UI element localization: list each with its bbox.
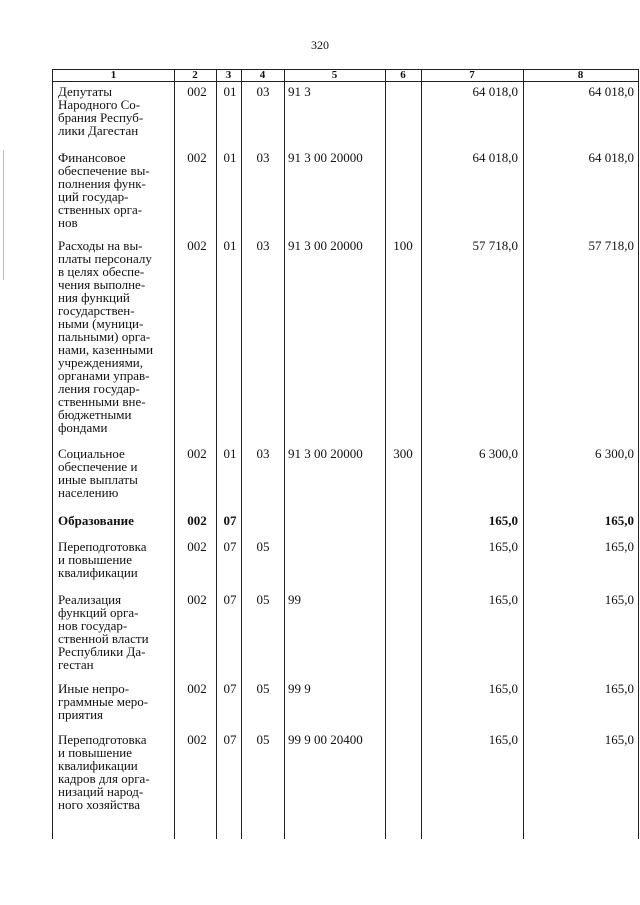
row-name: Образование (58, 513, 134, 528)
row-c5: 91 3 (288, 84, 311, 99)
row-c4: 03 (256, 238, 270, 253)
row-c8: 165,0 (604, 732, 634, 747)
row-c7: 165,0 (488, 539, 518, 554)
header-col-8: 8 (577, 69, 584, 81)
row-c2: 002 (187, 732, 207, 747)
row-c4: 03 (256, 84, 270, 99)
row-c2: 002 (187, 513, 207, 528)
row-c5: 99 9 00 20400 (288, 732, 363, 747)
scan-edge-mark (3, 150, 4, 280)
page-number: 320 (311, 38, 329, 52)
header-col-2: 2 (192, 69, 198, 81)
row-c2: 002 (187, 446, 207, 461)
row-c2: 002 (187, 681, 207, 696)
row-c7: 165,0 (488, 732, 518, 747)
row-c7: 165,0 (488, 681, 518, 696)
row-c8: 64 018,0 (588, 84, 634, 99)
header-bottom-border (53, 81, 638, 82)
column-divider (523, 69, 524, 839)
row-c4: 05 (256, 732, 270, 747)
row-c5: 91 3 00 20000 (288, 446, 363, 461)
row-c6: 100 (393, 238, 413, 253)
row-name: Социальное обеспечение и иные выплаты населению (58, 446, 138, 500)
row-c2: 002 (187, 592, 207, 607)
column-divider (284, 69, 285, 839)
row-c7: 165,0 (488, 592, 518, 607)
header-col-3: 3 (225, 69, 232, 81)
row-c7: 64 018,0 (472, 150, 518, 165)
row-c3: 07 (223, 681, 237, 696)
row-c5: 99 9 (288, 681, 311, 696)
row-c3: 07 (223, 513, 237, 528)
row-name: Расходы на вы- платы персоналу в целях обеспе- чения выполне- ния функций государствен- ными (муници- пальными) орга- нами, казенными учреждениями, органами управ- ления государ- ственными вне- бюджетными фондами (58, 238, 154, 435)
row-c7: 64 018,0 (472, 84, 518, 99)
row-c8: 165,0 (604, 513, 634, 528)
row-c3: 07 (223, 539, 237, 554)
row-c7: 6 300,0 (479, 446, 518, 461)
column-divider (421, 69, 422, 839)
row-c3: 07 (223, 592, 237, 607)
row-c7: 165,0 (488, 513, 518, 528)
header-col-4: 4 (259, 69, 266, 81)
row-c6: 300 (393, 446, 413, 461)
row-c8: 165,0 (604, 539, 634, 554)
header-col-5: 5 (331, 69, 338, 81)
row-c4: 03 (256, 446, 270, 461)
row-name: Переподготовка и повышение квалификации (58, 539, 147, 580)
row-c3: 01 (223, 238, 237, 253)
row-c8: 57 718,0 (588, 238, 634, 253)
row-c8: 6 300,0 (595, 446, 634, 461)
header-col-1: 1 (110, 69, 117, 81)
row-c5: 99 (288, 592, 301, 607)
row-c7: 57 718,0 (472, 238, 518, 253)
row-c2: 002 (187, 150, 207, 165)
row-c4: 03 (256, 150, 270, 165)
row-c2: 002 (187, 238, 207, 253)
header-col-6: 6 (400, 69, 406, 81)
header-col-7: 7 (469, 69, 475, 81)
column-divider (174, 69, 175, 839)
row-c5: 91 3 00 20000 (288, 150, 363, 165)
row-c8: 64 018,0 (588, 150, 634, 165)
row-c3: 01 (223, 150, 237, 165)
row-name: Иные непро- граммные меро- приятия (58, 681, 149, 722)
budget-table (52, 69, 638, 839)
column-divider (638, 69, 639, 839)
row-c3: 01 (223, 84, 237, 99)
row-c4: 05 (256, 592, 270, 607)
row-c3: 01 (223, 446, 237, 461)
row-c8: 165,0 (604, 681, 634, 696)
row-c3: 07 (223, 732, 237, 747)
row-c2: 002 (187, 539, 207, 554)
row-c5: 91 3 00 20000 (288, 238, 363, 253)
row-name: Реализация функций орга- нов государ- ственной власти Республики Да- гестан (58, 592, 149, 672)
row-name: Депутаты Народного Со- брания Респуб- лики Дагестан (58, 84, 144, 138)
row-c4: 05 (256, 681, 270, 696)
row-name: Финансовое обеспечение вы- полнения функ- ций государ- ственных орга- нов (58, 150, 150, 230)
row-c2: 002 (187, 84, 207, 99)
row-c8: 165,0 (604, 592, 634, 607)
row-c4: 05 (256, 539, 270, 554)
row-name: Переподготовка и повышение квалификации кадров для орга- низаций народ- ного хозяйства (58, 732, 150, 812)
